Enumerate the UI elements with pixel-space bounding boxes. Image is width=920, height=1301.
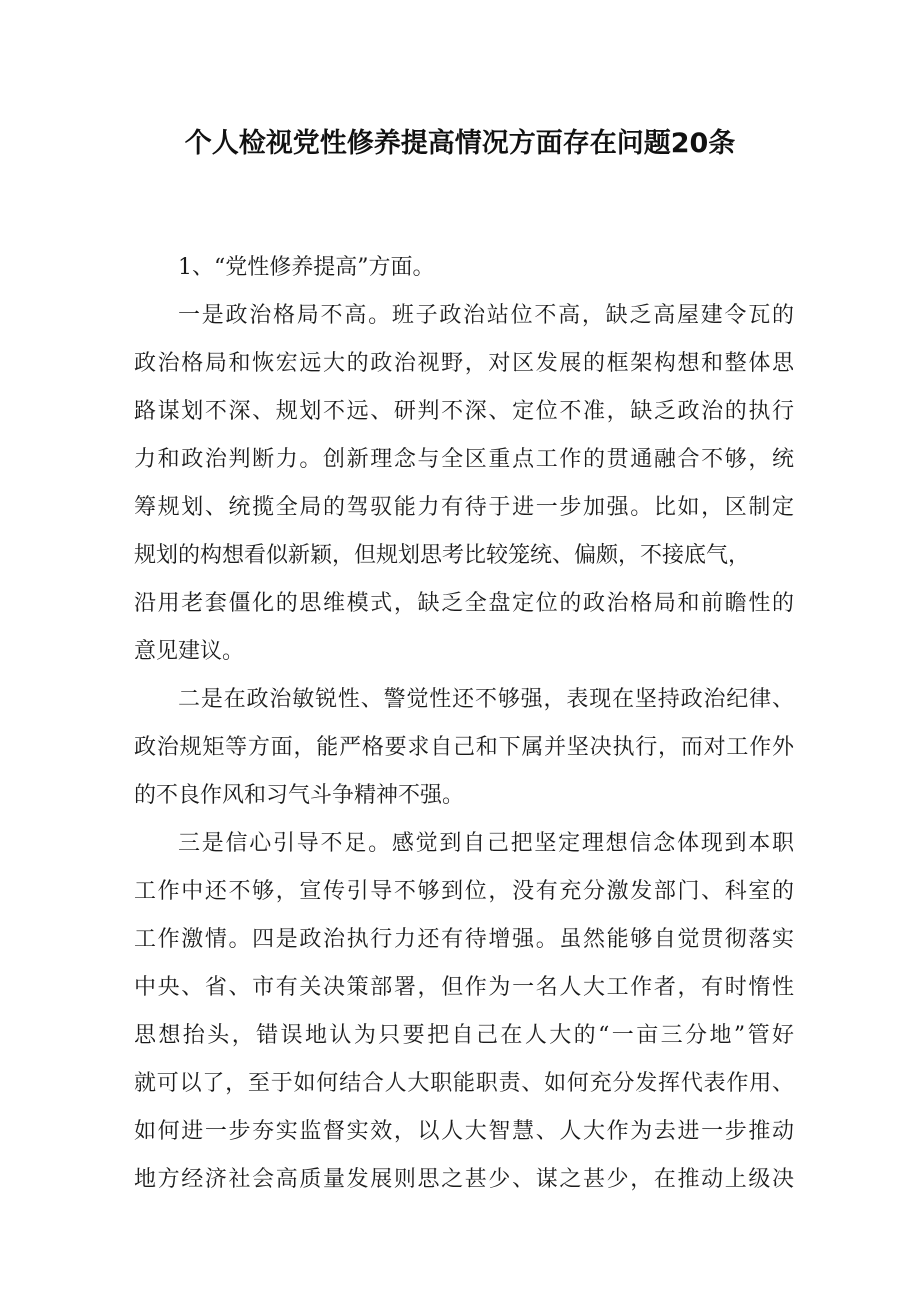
body-line: 如何进一步夯实监督实效，以人大智慧、人大作为去进一步推动 (134, 1119, 794, 1144)
body-line: 沿用老套僵化的思维模式，缺乏全盘定位的政治格局和前瞻性的 (134, 591, 794, 616)
body-line: 工作中还不够，宣传引导不够到位，没有充分激发部门、科室的 (134, 879, 794, 904)
body-line: 地方经济社会高质量发展则思之甚少、谋之甚少，在推动上级决 (134, 1167, 794, 1192)
body-line: 中央、省、市有关决策部署，但作为一名人大工作者，有时惰性 (134, 975, 794, 1000)
body-line: 1、“党性修养提高”方面。 (178, 255, 435, 280)
body-line: 意见建议。 (134, 639, 245, 664)
body-line: 就可以了，至于如何结合人大职能职责、如何充分发挥代表作用、 (134, 1071, 794, 1096)
body-line: 政治格局和恢宏远大的政治视野，对区发展的框架构想和整体思 (134, 351, 794, 376)
body-line: 政治规矩等方面，能严格要求自己和下属并坚决执行，而对工作外 (134, 735, 794, 760)
body-line: 二是在政治敏锐性、警觉性还不够强，表现在坚持政治纪律、 (178, 687, 794, 712)
body-line: 一是政治格局不高。班子政治站位不高，缺乏高屋建令瓦的 (178, 303, 794, 328)
body-line: 路谋划不深、规划不远、研判不深、定位不准，缺乏政治的执行 (134, 399, 794, 424)
body-line: 的不良作风和习气斗争精神不强。 (134, 783, 465, 808)
body-line: 三是信心引导不足。感觉到自己把坚定理想信念体现到本职 (178, 831, 794, 856)
body-line: 思想抬头，错误地认为只要把自己在人大的“一亩三分地”管好 (134, 1023, 794, 1048)
body-line: 规划的构想看似新颖，但规划思考比较笼统、偏颇，不接底气， (134, 543, 751, 568)
body-line: 工作激情。四是政治执行力还有待增强。虽然能够自觉贯彻落实 (134, 927, 794, 952)
body-line: 力和政治判断力。创新理念与全区重点工作的贯通融合不够，统 (134, 447, 794, 472)
document-body (134, 244, 794, 1204)
document-title: 个人检视党性修养提高情况方面存在问题20条 (184, 128, 736, 159)
body-line: 筹规划、统揽全局的驾驭能力有待于进一步加强。比如，区制定 (134, 495, 794, 520)
